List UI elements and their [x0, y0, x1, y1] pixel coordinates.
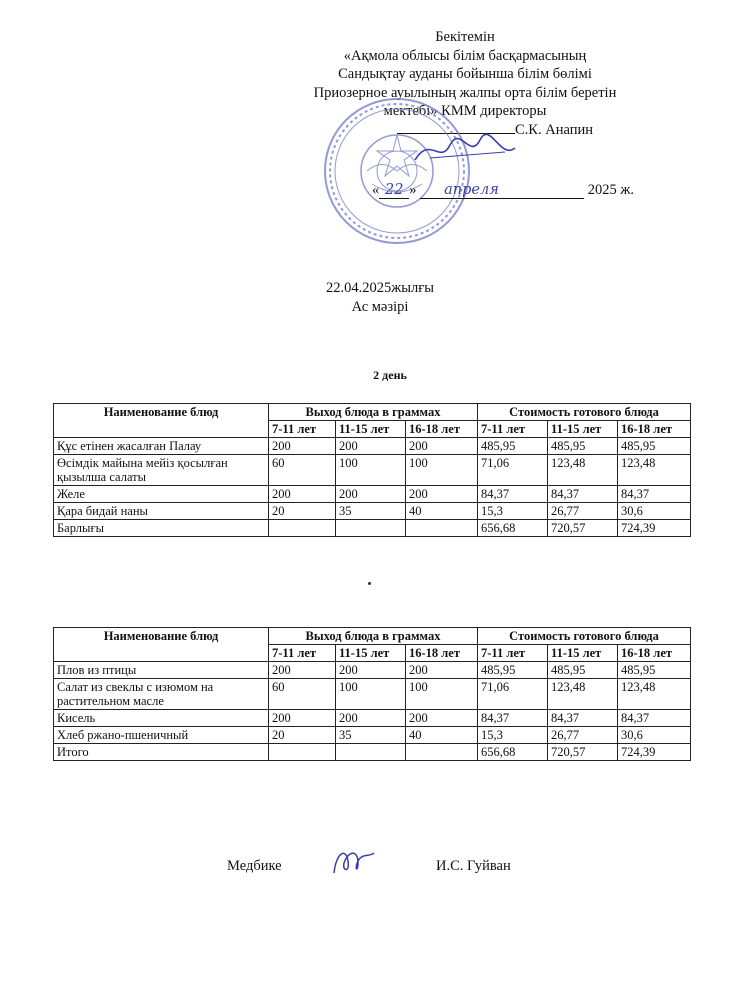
cell: 200	[336, 438, 406, 455]
cell: 84,37	[548, 710, 618, 727]
cell: 100	[336, 455, 406, 486]
cell: 200	[269, 710, 336, 727]
day-label: 2 день	[373, 368, 407, 382]
footer-role: Медбике	[227, 858, 282, 874]
header-age: 11-15 лет	[548, 645, 618, 662]
table-row	[54, 503, 691, 520]
cell: 656,68	[478, 744, 548, 761]
approval-line: Сандықтау ауданы бойынша білім бөлімі	[338, 66, 592, 82]
header-age: 16-18 лет	[406, 645, 478, 662]
table-total-row	[54, 744, 691, 761]
header-dish-name: Наименование блюд	[54, 404, 269, 438]
table-row	[54, 679, 691, 710]
cell: 84,37	[548, 486, 618, 503]
cell: 485,95	[548, 662, 618, 679]
cell: 123,48	[548, 455, 618, 486]
cell: 200	[406, 486, 478, 503]
cell: 84,37	[618, 710, 691, 727]
header-age: 16-18 лет	[618, 421, 691, 438]
header-age: 16-18 лет	[406, 421, 478, 438]
table-row	[54, 710, 691, 727]
cell: 200	[336, 662, 406, 679]
cell: 20	[269, 503, 336, 520]
cell: 15,3	[478, 727, 548, 744]
cell-dish: Қара бидай наны	[54, 503, 269, 520]
table-header-row	[54, 404, 691, 421]
cell: 30,6	[618, 727, 691, 744]
table-row	[54, 438, 691, 455]
approval-date: « 22 » апреля 2025 ж.	[372, 182, 635, 198]
approval-date-day: 22	[379, 182, 409, 199]
cell: 40	[406, 727, 478, 744]
cell: 100	[336, 679, 406, 710]
cell-dish: Плов из птицы	[54, 662, 269, 679]
cell: 485,95	[478, 438, 548, 455]
cell: 60	[269, 679, 336, 710]
cell: 84,37	[618, 486, 691, 503]
cell	[406, 744, 478, 761]
cell: 123,48	[618, 679, 691, 710]
cell: 26,77	[548, 727, 618, 744]
header-cost: Стоимость готового блюда	[478, 628, 691, 645]
cell: 200	[336, 710, 406, 727]
cell: 30,6	[618, 503, 691, 520]
cell-dish: Хлеб ржано-пшеничный	[54, 727, 269, 744]
cell: 60	[269, 455, 336, 486]
cell: 71,06	[478, 679, 548, 710]
header-age: 11-15 лет	[336, 645, 406, 662]
header-yield: Выход блюда в граммах	[269, 404, 478, 421]
cell: 656,68	[478, 520, 548, 537]
cell	[336, 520, 406, 537]
menu-table-kazakh	[53, 403, 691, 537]
director-name: С.К. Анапин	[515, 121, 593, 138]
cell	[269, 520, 336, 537]
cell: 200	[269, 662, 336, 679]
footer-name: И.С. Гуйван	[436, 858, 511, 874]
header-age: 16-18 лет	[618, 645, 691, 662]
stray-dot	[368, 582, 371, 585]
cell: 200	[269, 438, 336, 455]
cell: 200	[269, 486, 336, 503]
document-title: Ас мәзірі	[351, 299, 409, 315]
menu-table-russian	[53, 627, 691, 761]
cell: 200	[406, 438, 478, 455]
document-date: 22.04.2025жылғы	[326, 280, 434, 296]
nurse-signature-icon	[328, 843, 378, 881]
approval-date-month: апреля	[420, 182, 584, 199]
cell-dish: Құс етінен жасалған Палау	[54, 438, 269, 455]
cell: 200	[406, 662, 478, 679]
header-cost: Стоимость готового блюда	[478, 404, 691, 421]
table-row	[54, 486, 691, 503]
approval-line: Приозерное ауылының жалпы орта білім беретін	[313, 84, 617, 101]
cell: 20	[269, 727, 336, 744]
cell: 200	[406, 710, 478, 727]
cell: 35	[336, 503, 406, 520]
header-dish-name: Наименование блюд	[54, 628, 269, 662]
table-total-row	[54, 520, 691, 537]
cell: 35	[336, 727, 406, 744]
header-age: 11-15 лет	[548, 421, 618, 438]
cell-dish: Кисель	[54, 710, 269, 727]
cell: 485,95	[478, 662, 548, 679]
cell	[406, 520, 478, 537]
cell: 100	[406, 679, 478, 710]
cell: 84,37	[478, 486, 548, 503]
cell-dish: Итого	[54, 744, 269, 761]
header-age: 7-11 лет	[478, 421, 548, 438]
cell: 724,39	[618, 744, 691, 761]
approval-line: Бекітемін	[435, 29, 495, 45]
cell-dish: Салат из свеклы с изюмом на растительном масле	[54, 679, 269, 710]
cell: 485,95	[618, 662, 691, 679]
approval-line: «Ақмола облысы білім басқармасының	[343, 47, 587, 64]
cell: 724,39	[618, 520, 691, 537]
header-age: 7-11 лет	[269, 421, 336, 438]
header-age: 11-15 лет	[336, 421, 406, 438]
cell: 100	[406, 455, 478, 486]
cell: 123,48	[618, 455, 691, 486]
header-yield: Выход блюда в граммах	[269, 628, 478, 645]
cell: 123,48	[548, 679, 618, 710]
approval-date-year: 2025 ж.	[587, 182, 635, 198]
cell-dish: Барлығы	[54, 520, 269, 537]
approval-line: мектебі» КММ директоры	[383, 103, 547, 119]
cell-dish: Желе	[54, 486, 269, 503]
cell: 485,95	[548, 438, 618, 455]
cell: 26,77	[548, 503, 618, 520]
header-age: 7-11 лет	[478, 645, 548, 662]
director-signature-icon	[410, 130, 520, 170]
cell	[336, 744, 406, 761]
table-row	[54, 727, 691, 744]
cell: 15,3	[478, 503, 548, 520]
cell: 720,57	[548, 520, 618, 537]
cell: 720,57	[548, 744, 618, 761]
cell: 485,95	[618, 438, 691, 455]
table-row	[54, 455, 691, 486]
header-age: 7-11 лет	[269, 645, 336, 662]
table-header-row	[54, 628, 691, 645]
cell: 71,06	[478, 455, 548, 486]
cell	[269, 744, 336, 761]
cell: 200	[336, 486, 406, 503]
cell: 40	[406, 503, 478, 520]
table-row	[54, 662, 691, 679]
official-stamp-icon	[322, 96, 472, 246]
cell-dish: Өсімдік майына мейіз қосылған қызылша салаты	[54, 455, 269, 486]
cell: 84,37	[478, 710, 548, 727]
